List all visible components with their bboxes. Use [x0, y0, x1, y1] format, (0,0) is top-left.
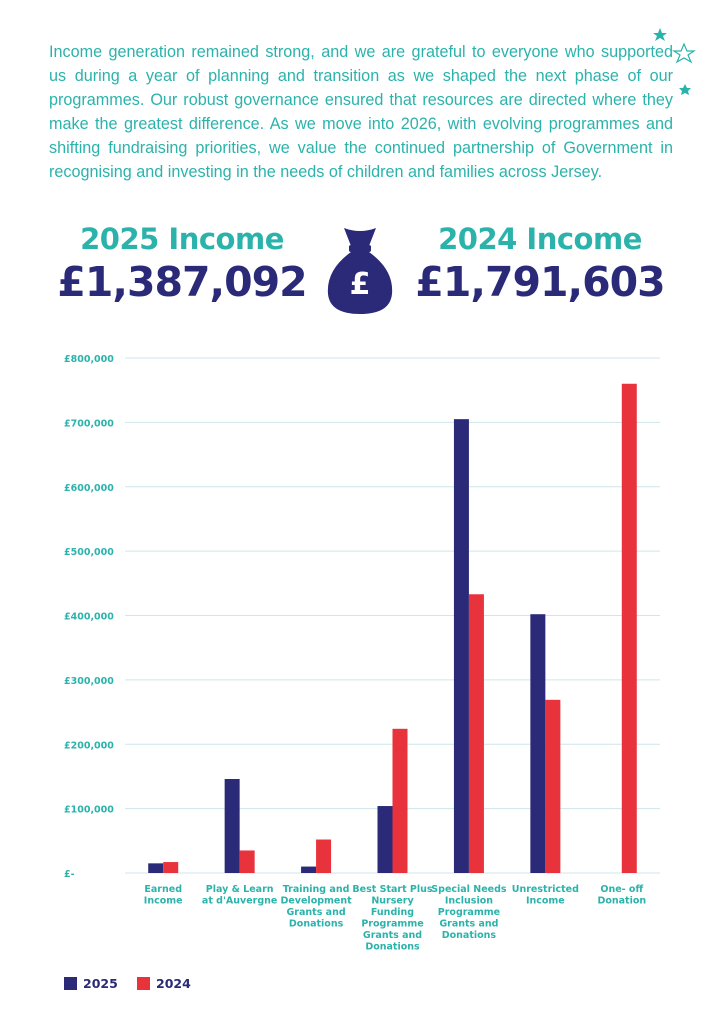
legend-label-2024: 2024 [156, 976, 191, 991]
bar-2024-3 [393, 729, 408, 873]
x-category-label: Best Start Plus Nursery Funding Programme Grants and Donations [352, 884, 433, 953]
bar-2024-4 [469, 594, 484, 873]
income-2024-value: £1,791,603 [415, 258, 665, 306]
y-tick-label: £200,000 [64, 740, 114, 752]
bar-2024-0 [163, 862, 178, 873]
legend-item-2025 [64, 976, 118, 991]
income-2025-value: £1,387,092 [57, 258, 307, 306]
x-category-label: Play & Learn at d'Auvergne [201, 884, 278, 907]
bar-2025-2 [301, 867, 316, 873]
y-tick-label: £300,000 [64, 675, 114, 687]
income-2025-label: 2025 Income [80, 222, 284, 256]
intro-paragraph: Income generation remained strong, and we are grateful to everyone who supported us during a year of planning and transition as we shaped the next phase of our programmes. Our robust governance ensured that resources are directed where they make the greatest difference. As we move into 2026, with evolving programmes and shifting fundraising priorities, we value the continued partnership of Government in recognising and investing in the needs of children and families across Jersey. [49, 43, 673, 181]
bar-2025-0 [148, 863, 163, 873]
income-2024-label: 2024 Income [438, 222, 642, 256]
legend-swatch-2024 [137, 977, 150, 990]
bar-2024-5 [545, 700, 560, 873]
star-decoration-icon [650, 26, 698, 100]
y-tick-label: £- [64, 869, 75, 880]
legend-item-2024 [137, 976, 191, 991]
bar-2025-3 [378, 806, 393, 873]
x-category-label: Unrestricted Income [511, 884, 579, 907]
x-category-label: Training and Development Grants and Donations [280, 884, 352, 930]
bar-2025-5 [530, 614, 545, 873]
bar-2024-1 [240, 850, 255, 873]
income-bar-chart [0, 340, 721, 970]
bar-2025-1 [225, 779, 240, 873]
x-category-label: Earned Income [143, 884, 183, 907]
bar-2025-4 [454, 419, 469, 873]
y-tick-label: £600,000 [64, 482, 114, 494]
y-tick-label: £400,000 [64, 611, 114, 623]
x-category-label: One- off Donation [597, 884, 647, 907]
y-tick-label: £700,000 [64, 418, 114, 430]
legend-swatch-2025 [64, 977, 77, 990]
y-tick-label: £500,000 [64, 547, 114, 559]
money-bag-icon [322, 224, 398, 316]
y-tick-label: £800,000 [64, 354, 114, 365]
legend-label-2025: 2025 [83, 976, 118, 991]
x-category-label: Special Needs Inclusion Programme Grants and Donations [431, 884, 507, 941]
bar-2024-6 [622, 384, 637, 873]
bar-2024-2 [316, 840, 331, 873]
bag-symbol: £ [349, 267, 371, 302]
y-tick-label: £100,000 [64, 804, 114, 816]
